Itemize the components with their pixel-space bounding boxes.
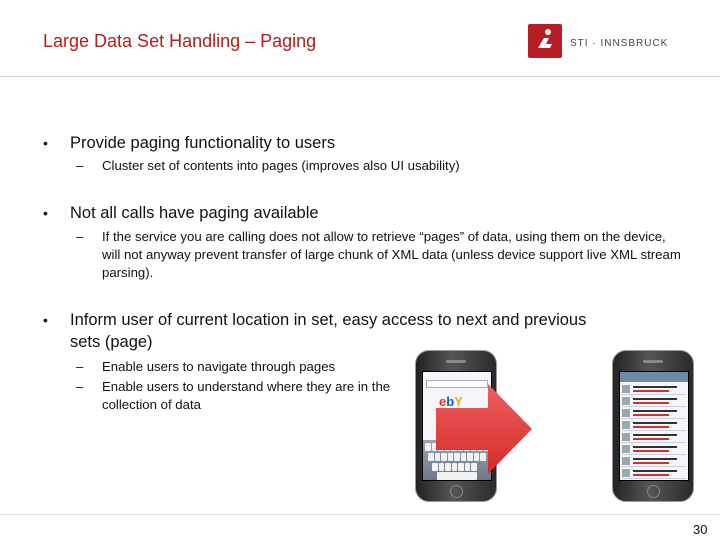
home-button-icon [647, 485, 660, 498]
speaker-icon [643, 360, 663, 363]
right-arrow-icon [436, 384, 532, 474]
phone-screen [619, 371, 689, 481]
dash-icon: – [76, 379, 84, 394]
bullet-text-line-2: sets (page) [70, 333, 153, 351]
bullet-text-line-1: Inform user of current location in set, easy access to next and previous [70, 311, 587, 329]
sti-logo [528, 24, 678, 62]
sub-bullet-text: If the service you are calling does not allow to retrieve “pages” of data, using them on the device, will not anyway prevent transfer of large chunk of XML data (unless device support live XML stream parsing). [102, 229, 681, 280]
footer-divider [0, 514, 720, 515]
list-item [622, 456, 686, 467]
phone-results-screenshot [612, 350, 694, 502]
header-divider [0, 76, 720, 77]
home-button-icon [450, 485, 463, 498]
bullet-dot-icon: • [43, 312, 48, 328]
list-item [622, 468, 686, 479]
list-item [622, 396, 686, 407]
bullet-text: Not all calls have paging available [70, 204, 319, 222]
sub-bullet-text: Enable users to navigate through pages [102, 359, 336, 374]
sub-bullet-text: Enable users to understand where they are in the collection of data [102, 379, 391, 412]
slide-title: Large Data Set Handling – Paging [43, 31, 317, 51]
logo-mark-icon [528, 24, 562, 58]
dash-icon: – [76, 158, 84, 173]
list-item [622, 432, 686, 443]
pager-bar [620, 372, 688, 382]
page-number: 30 [693, 522, 708, 537]
dash-icon: – [76, 359, 84, 374]
logo-text: STI · INNSBRUCK [570, 38, 669, 49]
bullet-dot-icon: • [43, 135, 48, 151]
ebay-logo: ebY [439, 394, 463, 409]
bullet-dot-icon: • [43, 205, 48, 221]
sub-bullet-text: Cluster set of contents into pages (improves also UI usability) [102, 158, 460, 173]
speaker-icon [446, 360, 466, 363]
list-item [622, 384, 686, 395]
list-item [622, 408, 686, 419]
bullet-text: Provide paging functionality to users [70, 134, 336, 152]
list-item [622, 420, 686, 431]
dash-icon: – [76, 229, 84, 244]
list-item [622, 444, 686, 455]
